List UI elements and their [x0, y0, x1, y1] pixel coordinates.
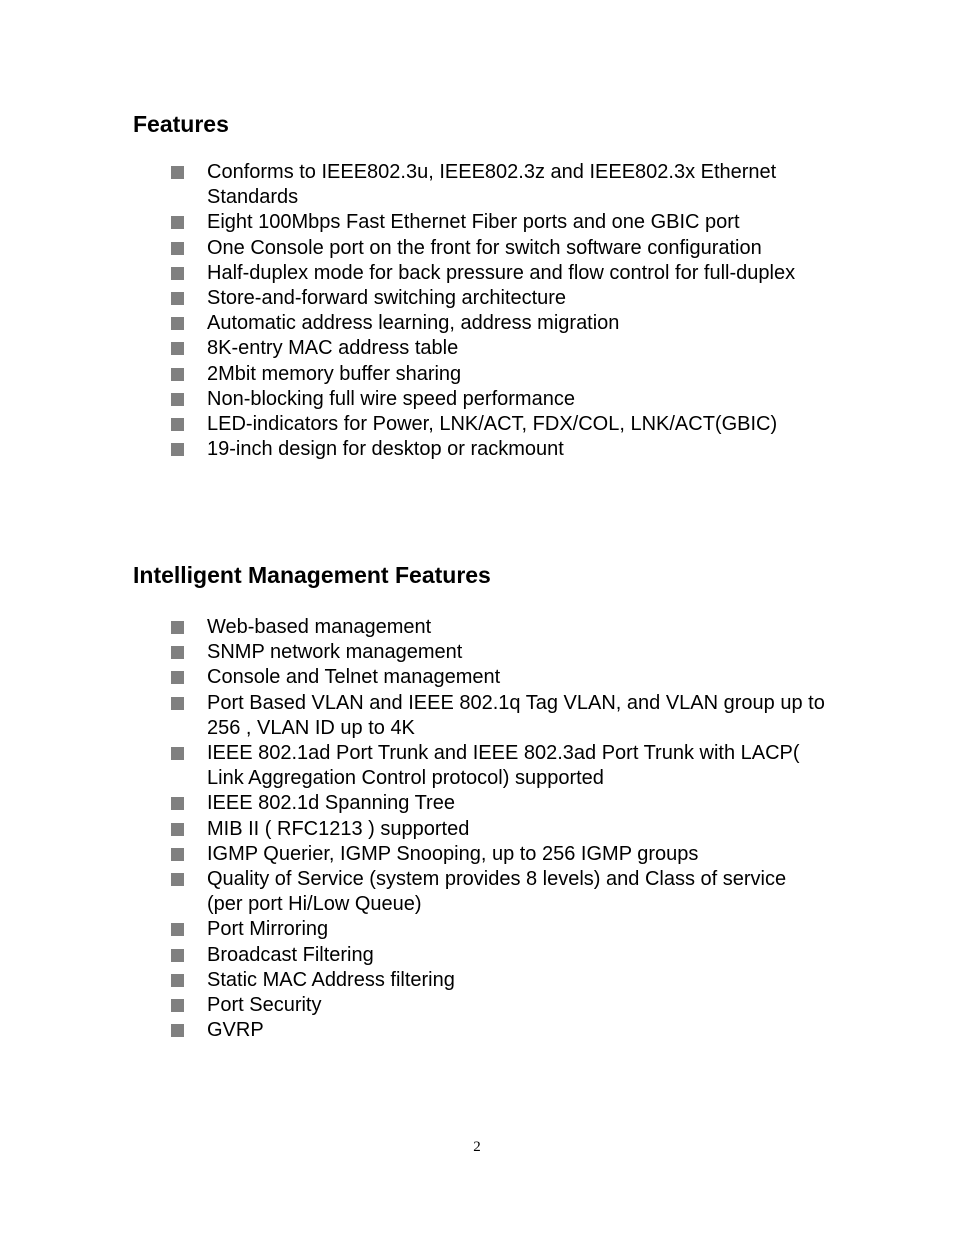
list-item: IGMP Querier, IGMP Snooping, up to 256 IGMP groups [0, 842, 827, 867]
list-item: IEEE 802.1ad Port Trunk and IEEE 802.3ad Port Trunk with LACP( Link Aggregation Control protocol) supported [0, 741, 827, 791]
list-item: Automatic address learning, address migration [0, 311, 827, 336]
square-bullet-icon [171, 747, 184, 760]
list-item: 8K-entry MAC address table [0, 336, 827, 361]
list-item: Port Security [0, 993, 827, 1018]
square-bullet-icon [171, 797, 184, 810]
square-bullet-icon [171, 292, 184, 305]
list-item: Store-and-forward switching architecture [0, 286, 827, 311]
square-bullet-icon [171, 999, 184, 1012]
list-item: LED-indicators for Power, LNK/ACT, FDX/COL, LNK/ACT(GBIC) [0, 412, 827, 437]
square-bullet-icon [171, 166, 184, 179]
list-item: Quality of Service (system provides 8 levels) and Class of service (per port Hi/Low Queue) [0, 867, 827, 917]
features-list [0, 160, 827, 462]
list-item: Conforms to IEEE802.3u, IEEE802.3z and IEEE802.3x Ethernet Standards [0, 160, 827, 210]
square-bullet-icon [171, 671, 184, 684]
list-item: SNMP network management [0, 640, 827, 665]
square-bullet-icon [171, 697, 184, 710]
list-item: GVRP [0, 1018, 827, 1043]
square-bullet-icon [171, 873, 184, 886]
list-item: IEEE 802.1d Spanning Tree [0, 791, 827, 816]
square-bullet-icon [171, 267, 184, 280]
square-bullet-icon [171, 923, 184, 936]
list-item: Port Mirroring [0, 917, 827, 942]
list-item: Static MAC Address filtering [0, 968, 827, 993]
square-bullet-icon [171, 317, 184, 330]
square-bullet-icon [171, 646, 184, 659]
list-item: 19-inch design for desktop or rackmount [0, 437, 827, 462]
intelligent-management-heading: Intelligent Management Features [133, 562, 491, 588]
list-item: MIB II ( RFC1213 ) supported [0, 817, 827, 842]
list-item: 2Mbit memory buffer sharing [0, 362, 827, 387]
list-item: Non-blocking full wire speed performance [0, 387, 827, 412]
square-bullet-icon [171, 418, 184, 431]
page-number: 2 [473, 1139, 481, 1155]
management-features-list [0, 615, 827, 1043]
square-bullet-icon [171, 242, 184, 255]
square-bullet-icon [171, 621, 184, 634]
square-bullet-icon [171, 1024, 184, 1037]
square-bullet-icon [171, 216, 184, 229]
list-item: Port Based VLAN and IEEE 802.1q Tag VLAN, and VLAN group up to 256 , VLAN ID up to 4K [0, 691, 827, 741]
square-bullet-icon [171, 443, 184, 456]
features-heading: Features [133, 111, 229, 137]
square-bullet-icon [171, 949, 184, 962]
square-bullet-icon [171, 342, 184, 355]
list-item: Console and Telnet management [0, 665, 827, 690]
square-bullet-icon [171, 393, 184, 406]
list-item: Half-duplex mode for back pressure and flow control for full-duplex [0, 261, 827, 286]
square-bullet-icon [171, 368, 184, 381]
list-item: Eight 100Mbps Fast Ethernet Fiber ports and one GBIC port [0, 210, 827, 235]
square-bullet-icon [171, 823, 184, 836]
square-bullet-icon [171, 974, 184, 987]
list-item: Web-based management [0, 615, 827, 640]
square-bullet-icon [171, 848, 184, 861]
list-item: One Console port on the front for switch software configuration [0, 236, 827, 261]
list-item: Broadcast Filtering [0, 943, 827, 968]
